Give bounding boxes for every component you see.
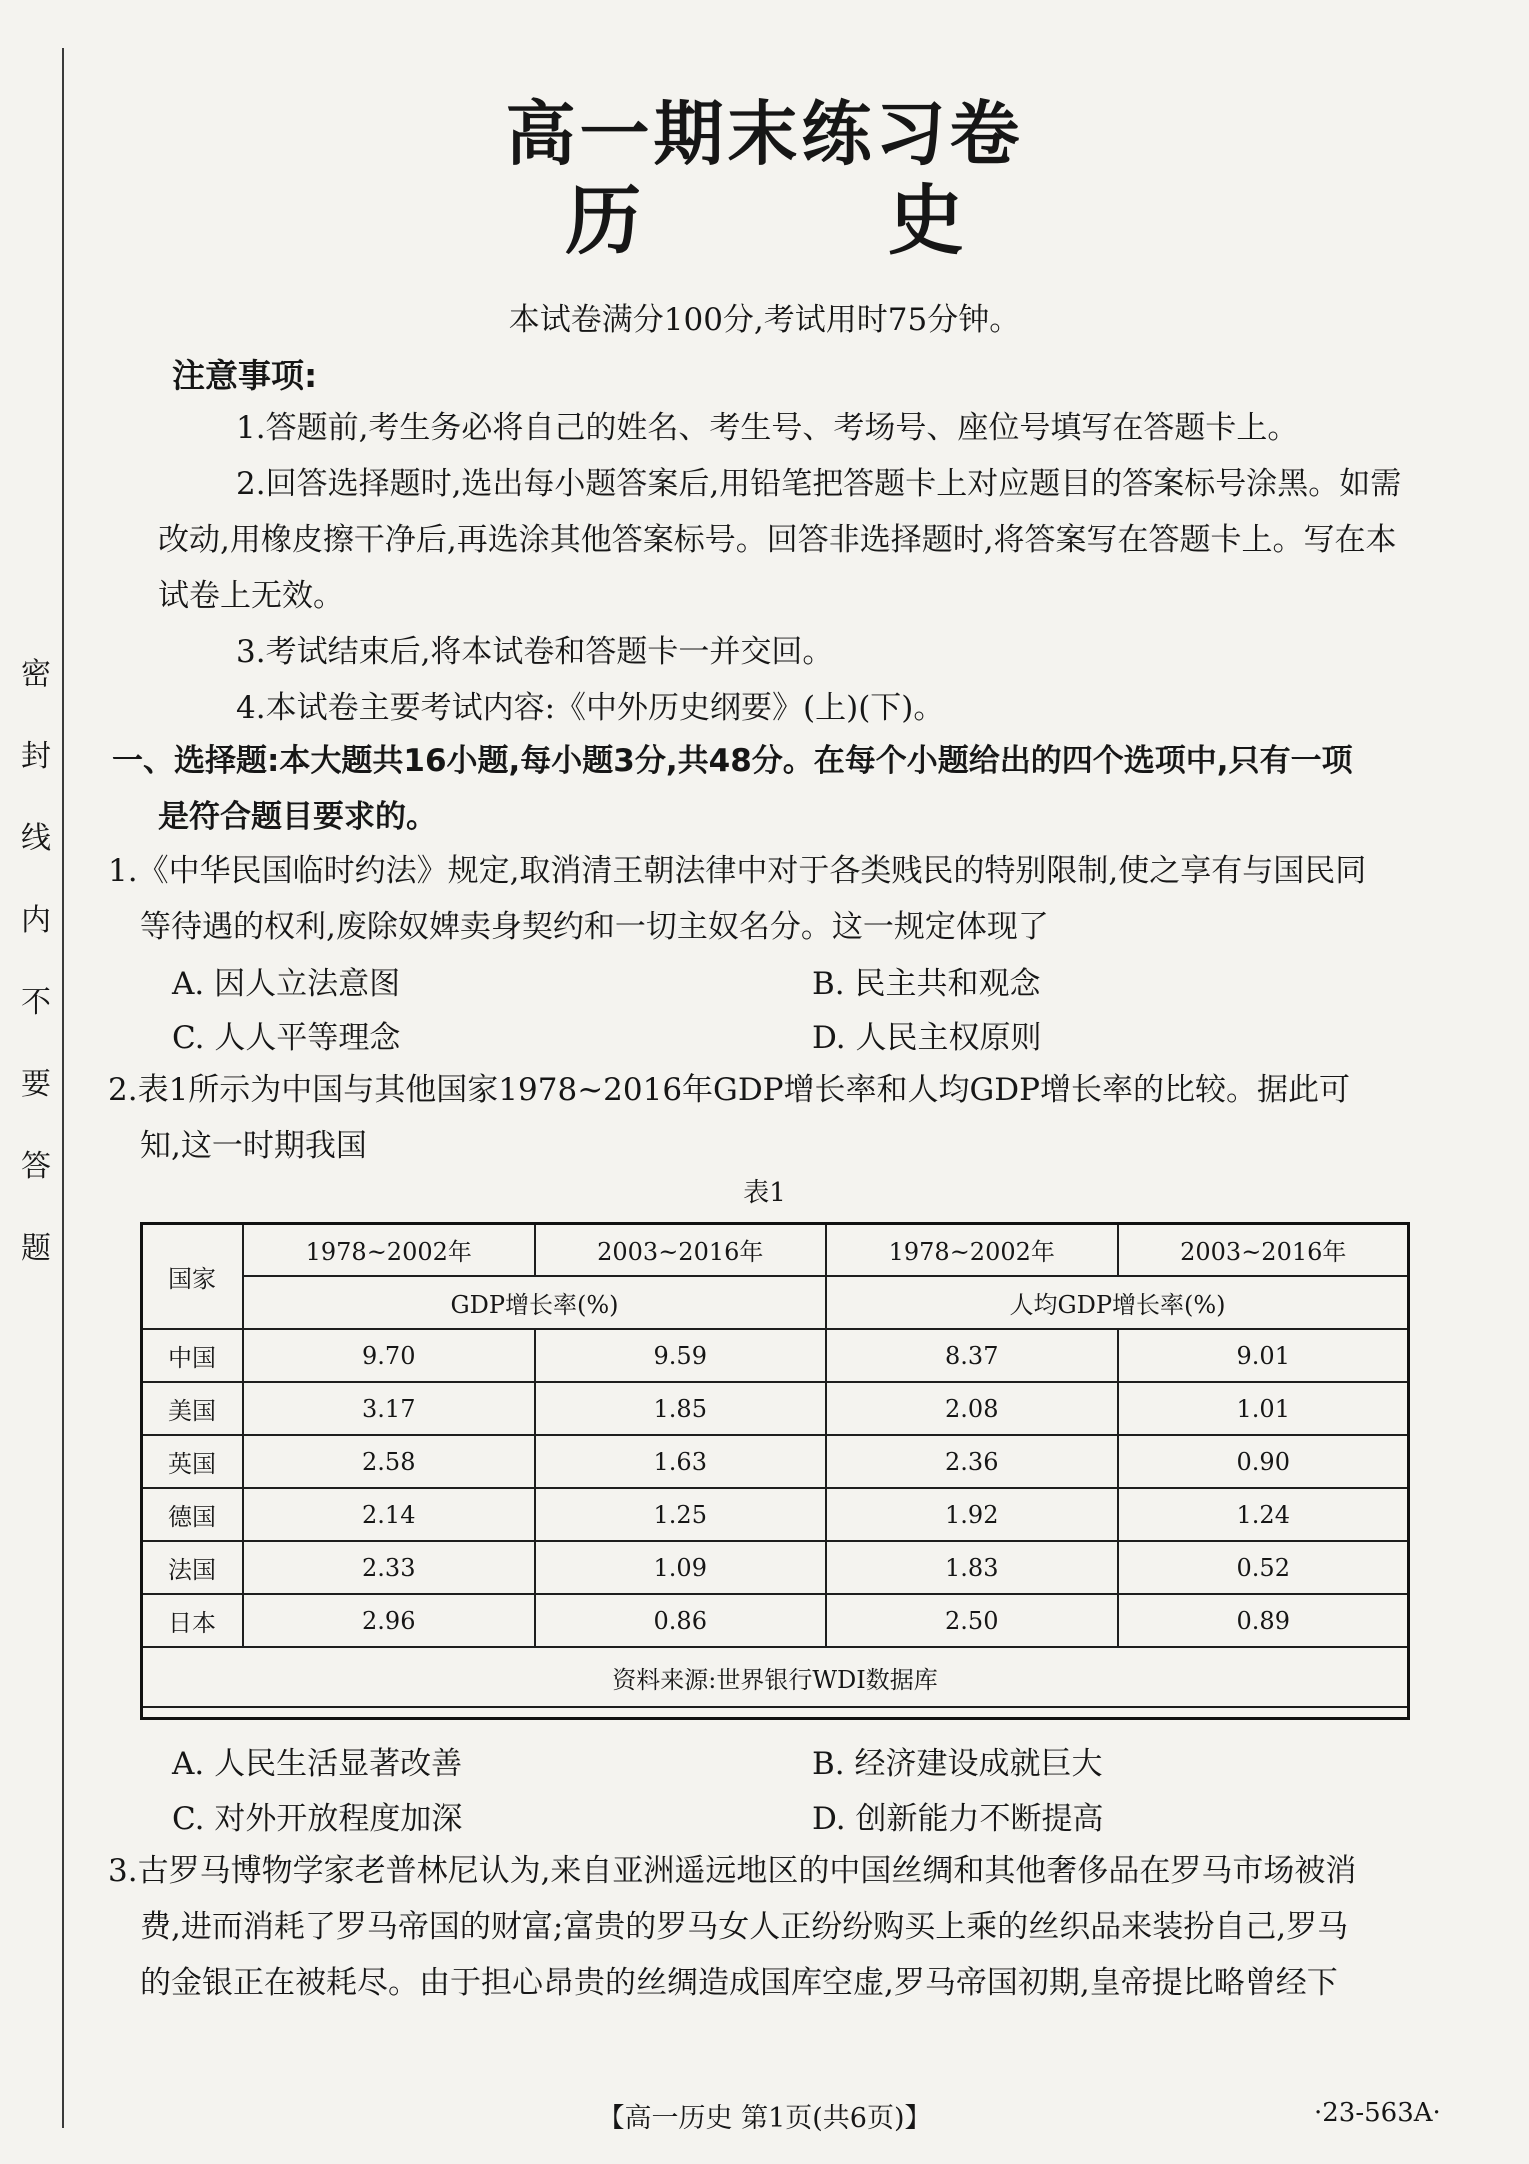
question-text: 1.《中华民国临时约法》规定,取消清王朝法律中对于各类贱民的特别限制,使之享有与国民同 xyxy=(108,853,1367,889)
q2-option-d: D. 创新能力不断提高 xyxy=(812,1801,1104,1837)
note-item: 2.回答选择题时,选出每小题答案后,用铅笔把答题卡上对应题目的答案标号涂黑。如需改动,用橡皮擦干净后,再选涂其他答案标号。回答非选择题时,将答案写在答题卡上。写在本试卷上无效。 xyxy=(158,466,1402,614)
table-cell: 2.33 xyxy=(243,1541,535,1594)
table-cell: 1.85 xyxy=(535,1382,827,1435)
table-cell: 0.86 xyxy=(535,1594,827,1647)
q2-option-a: A. 人民生活显著改善 xyxy=(172,1746,463,1782)
seal-char: 不 xyxy=(21,985,51,1020)
seal-char: 封 xyxy=(21,739,51,774)
question-text: 的金银正在被耗尽。由于担心昂贵的丝绸造成国库空虚,罗马帝国初期,皇帝提比略曾经下 xyxy=(140,1965,1338,2001)
table-cell: 0.52 xyxy=(1118,1541,1410,1594)
group-header: GDP增长率(%) xyxy=(243,1276,826,1329)
notes-list xyxy=(158,400,1408,736)
q2-option-b: B. 经济建设成就巨大 xyxy=(812,1746,1103,1782)
table-row xyxy=(141,1435,1409,1488)
table-row xyxy=(141,1329,1409,1382)
table-row xyxy=(141,1594,1409,1647)
question-1 xyxy=(108,843,1418,955)
section-line: 一、选择题:本大题共16小题,每小题3分,共48分。在每个小题给出的四个选项中,只有一项 xyxy=(112,743,1353,779)
table-cell: 9.01 xyxy=(1118,1329,1410,1382)
country-header: 国家 xyxy=(141,1223,243,1329)
table-caption: 表1 xyxy=(743,1178,786,1208)
period-header: 1978~2002年 xyxy=(826,1223,1118,1276)
table-cell: 日本 xyxy=(141,1594,243,1647)
table-cell: 1.01 xyxy=(1118,1382,1410,1435)
group-header: 人均GDP增长率(%) xyxy=(826,1276,1409,1329)
q1-option-d: D. 人民主权原则 xyxy=(812,1020,1042,1056)
table-cell: 2.36 xyxy=(826,1435,1118,1488)
table-cell: 中国 xyxy=(141,1329,243,1382)
seal-char: 密 xyxy=(21,657,51,692)
q1-option-a: A. 因人立法意图 xyxy=(172,966,401,1002)
table-cell: 2.08 xyxy=(826,1382,1118,1435)
table-cell: 2.14 xyxy=(243,1488,535,1541)
table-row xyxy=(141,1541,1409,1594)
period-header: 2003~2016年 xyxy=(1118,1223,1410,1276)
seal-char: 答 xyxy=(21,1149,51,1184)
table-cell: 2.96 xyxy=(243,1594,535,1647)
question-text: 知,这一时期我国 xyxy=(140,1128,367,1164)
table-cell: 0.89 xyxy=(1118,1594,1410,1647)
table-cell: 8.37 xyxy=(826,1329,1118,1382)
table-cell: 1.63 xyxy=(535,1435,827,1488)
table-cell: 德国 xyxy=(141,1488,243,1541)
table-cell: 3.17 xyxy=(243,1382,535,1435)
note-item: 4.本试卷主要考试内容:《中外历史纲要》(上)(下)。 xyxy=(236,690,945,726)
question-text: 2.表1所示为中国与其他国家1978~2016年GDP增长率和人均GDP增长率的比较。据此可 xyxy=(108,1072,1351,1108)
page-footer: 【高一历史 第1页(共6页)】 xyxy=(597,2103,932,2134)
period-header: 1978~2002年 xyxy=(243,1223,535,1276)
table-cell: 1.83 xyxy=(826,1541,1118,1594)
table-cell: 0.90 xyxy=(1118,1435,1410,1488)
question-3 xyxy=(108,1843,1418,2011)
table-cell: 英国 xyxy=(141,1435,243,1488)
note-item: 1.答题前,考生务必将自己的姓名、考生号、考场号、座位号填写在答题卡上。 xyxy=(236,410,1299,446)
period-header: 2003~2016年 xyxy=(535,1223,827,1276)
binding-line xyxy=(62,48,64,2128)
section-heading xyxy=(112,733,1432,845)
question-2 xyxy=(108,1062,1418,1174)
question-text: 3.古罗马博物学家老普林尼认为,来自亚洲遥远地区的中国丝绸和其他奢侈品在罗马市场被消 xyxy=(108,1853,1357,1889)
table-cell: 法国 xyxy=(141,1541,243,1594)
table-cell: 9.70 xyxy=(243,1329,535,1382)
exam-code: ·23-563A· xyxy=(1314,2098,1441,2128)
exam-info: 本试卷满分100分,考试用时75分钟。 xyxy=(508,302,1021,338)
table-row xyxy=(141,1382,1409,1435)
notes-heading: 注意事项: xyxy=(172,356,318,395)
q2-option-c: C. 对外开放程度加深 xyxy=(172,1801,463,1837)
table-cell: 1.92 xyxy=(826,1488,1118,1541)
subject-title: 历 史 xyxy=(565,176,1074,265)
table-cell: 1.25 xyxy=(535,1488,827,1541)
table-cell: 2.58 xyxy=(243,1435,535,1488)
table-cell: 2.50 xyxy=(826,1594,1118,1647)
seal-char: 要 xyxy=(21,1067,51,1102)
note-item: 3.考试结束后,将本试卷和答题卡一并交回。 xyxy=(236,634,834,670)
seal-char: 内 xyxy=(21,903,51,938)
seal-char: 线 xyxy=(21,821,51,856)
table-header-row xyxy=(141,1276,1409,1329)
table-cell: 美国 xyxy=(141,1382,243,1435)
table-header-row xyxy=(141,1223,1409,1276)
seal-warning xyxy=(18,657,54,1316)
question-text: 等待遇的权利,废除奴婢卖身契约和一切主奴名分。这一规定体现了 xyxy=(140,909,1049,945)
table-source: 资料来源:世界银行WDI数据库 xyxy=(141,1647,1409,1707)
seal-char: 题 xyxy=(21,1231,51,1266)
table-cell: 1.09 xyxy=(535,1541,827,1594)
gdp-table xyxy=(140,1222,1410,1708)
question-text: 费,进而消耗了罗马帝国的财富;富贵的罗马女人正纷纷购买上乘的丝织品来装扮自己,罗马 xyxy=(140,1909,1349,1945)
q1-option-c: C. 人人平等理念 xyxy=(172,1020,401,1056)
table-row xyxy=(141,1488,1409,1541)
table-source-row xyxy=(141,1647,1409,1707)
exam-title: 高一期末练习卷 xyxy=(505,93,1024,175)
table-cell: 9.59 xyxy=(535,1329,827,1382)
section-line: 是符合题目要求的。 xyxy=(158,799,437,835)
q1-option-b: B. 民主共和观念 xyxy=(812,966,1041,1002)
table-cell: 1.24 xyxy=(1118,1488,1410,1541)
